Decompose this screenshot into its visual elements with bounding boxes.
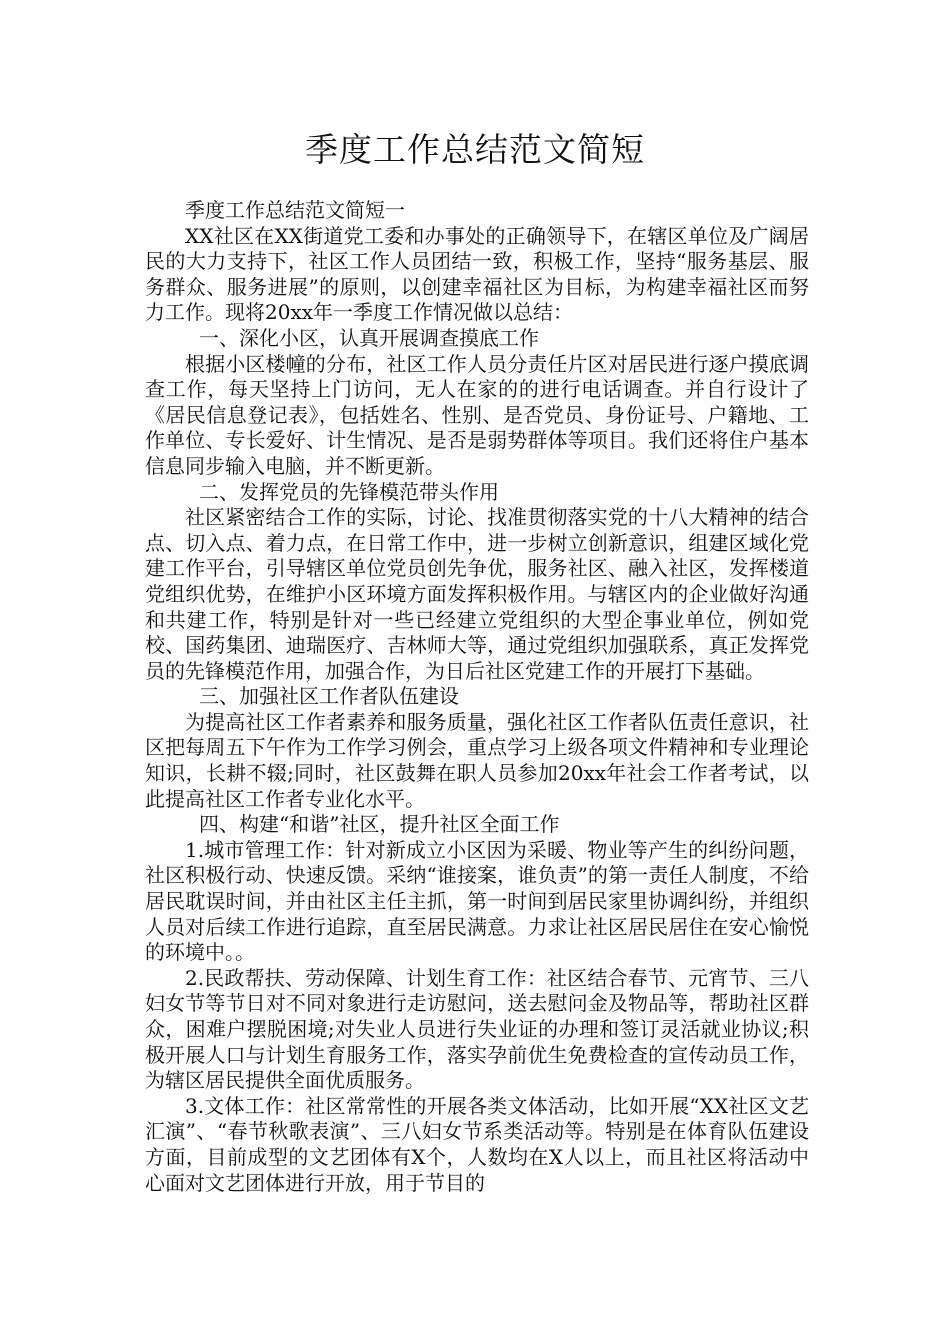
section-heading-1: 一、深化小区，认真开展调查摸底工作	[199, 325, 539, 350]
document-title: 季度工作总结范文简短	[305, 130, 645, 169]
intro-paragraph: XX社区在XX街道党工委和办事处的正确领导下，在辖区单位及广阔居民的大力支持下，社区工作人员团结一致，积极工作，坚持“服务基层、服务群众、服务进展”的原则，以创建幸福社区为目标，为构建幸福社区而努力工作。现将20xx年一季度工作情况做以总结：	[145, 223, 809, 325]
subsection-paragraph-1: 1.城市管理工作：针对新成立小区因为采暖、物业等产生的纠纷问题，社区积极行动、快速反馈。采纳“谁接案，谁负责”的第一责任人制度，不给居民耽误时间，并由社区主任主抓，第一时间到居民家里协调纠纷，并组织人员对后续工作进行追踪，直至居民满意。力求让社区居民居住在安心愉悦的环境中。。	[145, 837, 809, 965]
section-heading-3: 三、加强社区工作者队伍建设	[199, 684, 459, 709]
section-subtitle: 季度工作总结范文简短一	[185, 198, 405, 222]
section-paragraph-1: 根据小区楼幢的分布，社区工作人员分责任片区对居民进行逐户摸底调查工作，每天坚持上门访问，无人在家的的进行电话调查。并自行设计了《居民信息登记表》，包括姓名、性别、是否党员、身份证号、户籍地、工作单位、专长爱好、计生情况、是否是弱势群体等项目。我们还将住户基本信息同步输入电脑，并不断更新。	[145, 351, 809, 478]
subsection-paragraph-3: 3.文体工作：社区常常性的开展各类文体活动，比如开展“XX社区文艺汇演”、“春节秋歌表演”、三八妇女节系类活动等。特别是在体育队伍建设方面，目前成型的文艺团体有X个，人数均在X人以上，而且社区将活动中心面对文艺团体进行开放，用于节目的	[145, 1093, 809, 1195]
section-paragraph-3: 为提高社区工作者素养和服务质量，强化社区工作者队伍责任意识，社区把每周五下午作为工作学习例会，重点学习上级各项文件精神和专业理论知识，长耕不辍;同时，社区鼓舞在职人员参加20xx年社会工作者考试，以此提高社区工作者专业化水平。	[145, 709, 809, 811]
document-body	[145, 198, 809, 1196]
subsection-paragraph-2: 2.民政帮扶、劳动保障、计划生育工作：社区结合春节、元宵节、三八妇女节等节日对不同对象进行走访慰问，送去慰问金及物品等，帮助社区群众，困难户摆脱困境;对失业人员进行失业证的办理和签订灵活就业协议;积极开展人口与计划生育服务工作，落实孕前优生免费检查的宣传动员工作，为辖区居民提供全面优质服务。	[145, 965, 809, 1093]
section-paragraph-2: 社区紧密结合工作的实际，讨论、找准贯彻落实党的十八大精神的结合点、切入点、着力点，在日常工作中，进一步树立创新意识，组建区域化党建工作平台，引导辖区单位党员创先争优，服务社区、融入社区，发挥楼道党组织优势，在维护小区环境方面发挥积极作用。与辖区内的企业做好沟通和共建工作，特别是针对一些已经建立党组织的大型企事业单位，例如党校、国药集团、迪瑞医疗、吉林师大等，通过党组织加强联系，真正发挥党员的先锋模范作用，加强合作，为日后社区党建工作的开展打下基础。	[145, 505, 809, 683]
section-heading-4: 四、构建“和谐”社区，提升社区全面工作	[199, 812, 560, 837]
section-heading-2: 二、发挥党员的先锋模范带头作用	[199, 479, 499, 504]
